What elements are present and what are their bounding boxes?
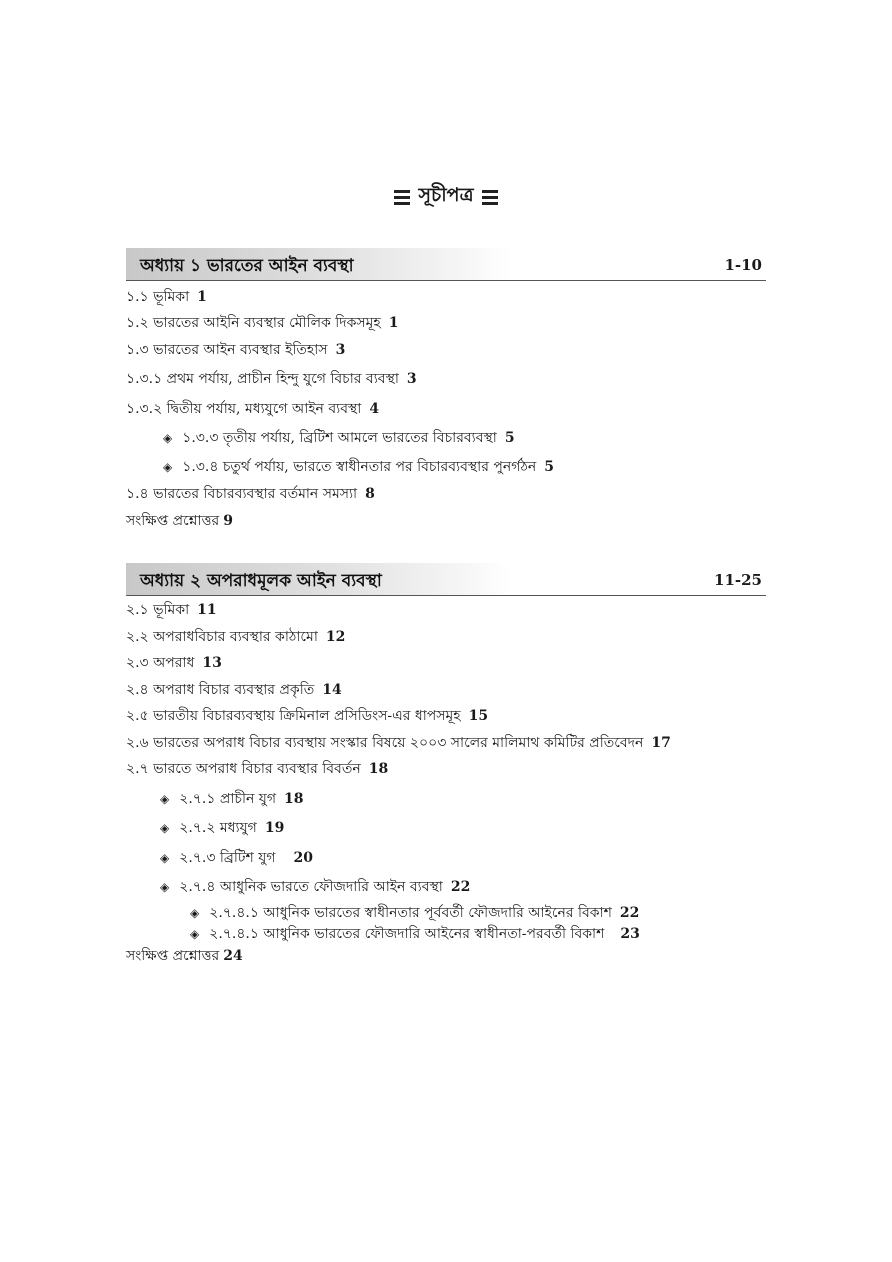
- toc-entry[interactable]: [163, 460, 554, 474]
- toc-entry-page: 13: [202, 655, 222, 671]
- toc-entry[interactable]: [160, 792, 303, 806]
- chapter-1-title: অধ্যায় ১ ভারতের আইন ব্যবস্থা: [140, 256, 354, 276]
- chapter-2-title: অধ্যায় ২ অপরাধমূলক আইন ব্যবস্থা: [140, 571, 382, 591]
- toc-entry[interactable]: [126, 949, 243, 963]
- toc-entry[interactable]: [126, 487, 375, 501]
- chapter-2-page-range: 11-25: [714, 571, 762, 589]
- toc-entry-text: ২.৭.২ মধ্যযুগ: [179, 820, 257, 836]
- toc-entry-text: ২.৭.৪.১ আধুনিক ভারতের ফৌজদারি আইনের স্বাধীনতা-পরবর্তী বিকাশ: [209, 926, 605, 942]
- toc-entry[interactable]: [126, 402, 379, 416]
- toc-entry-page: 22: [619, 905, 640, 921]
- toc-entry-page: 3: [406, 371, 417, 387]
- chapter-1: [126, 248, 766, 281]
- chapter-2-header: [126, 563, 766, 596]
- chapter-2: [126, 563, 766, 596]
- toc-entry-text: ১.৩.৪ চতুর্থ পর্যায়, ভারতে স্বাধীনতার পর বিচারব্যবস্থার পুনর্গঠন: [182, 459, 537, 475]
- toc-entry[interactable]: [160, 821, 284, 835]
- toc-entry-text: ২.৭.৪.১ আধুনিক ভারতের স্বাধীনতার পূর্ববর্তী ফৌজদারি আইনের বিকাশ: [209, 905, 612, 921]
- toc-entry-text: ১.২ ভারতের আইনি ব্যবস্থার মৌলিক দিকসমূহ: [126, 315, 381, 331]
- toc-entry[interactable]: [190, 927, 640, 941]
- toc-entry[interactable]: [126, 290, 207, 304]
- contents-title: [0, 181, 892, 213]
- toc-entry-text: সংক্ষিপ্ত প্রশ্নোত্তর: [126, 948, 220, 964]
- toc-entry-text: ২.৭.১ প্রাচীন যুগ: [179, 791, 276, 807]
- toc-entry-text: ১.৩.২ দ্বিতীয় পর্যায়, মধ্যযুগে আইন ব্যবস্থা: [126, 401, 362, 417]
- toc-entry[interactable]: [126, 343, 345, 357]
- toc-entry[interactable]: [160, 851, 313, 865]
- toc-entry-page: 17: [651, 735, 671, 751]
- arrow-bullet-icon: ◈: [190, 906, 200, 920]
- toc-entry-text: সংক্ষিপ্ত প্রশ্নোত্তর: [126, 513, 220, 529]
- toc-entry[interactable]: [126, 372, 417, 386]
- toc-entry-text: ২.২ অপরাধবিচার ব্যবস্থার কাঠামো: [126, 629, 318, 645]
- toc-entry[interactable]: [126, 683, 342, 697]
- toc-entry[interactable]: [126, 603, 217, 617]
- toc-entry-page: 18: [368, 761, 389, 777]
- arrow-bullet-icon: ◈: [160, 792, 170, 806]
- toc-entry[interactable]: [190, 906, 639, 920]
- toc-entry-text: ২.৭ ভারতে অপরাধ বিচার ব্যবস্থার বিবর্তন: [126, 761, 361, 777]
- toc-entry-page: 18: [284, 791, 304, 807]
- toc-entry[interactable]: [126, 709, 488, 723]
- toc-entry-text: ১.১ ভূমিকা: [126, 289, 190, 305]
- toc-entry-page: 23: [620, 926, 640, 942]
- arrow-bullet-icon: ◈: [160, 821, 170, 835]
- toc-entry-page: 1: [197, 289, 207, 305]
- toc-entry-text: ১.৪ ভারতের বিচারব্যবস্থার বর্তমান সমস্যা: [126, 486, 358, 502]
- toc-entry[interactable]: [160, 880, 470, 894]
- arrow-bullet-icon: ◈: [160, 880, 170, 894]
- toc-entry-text: ১.৩ ভারতের আইন ব্যবস্থার ইতিহাস: [126, 342, 328, 358]
- toc-entry[interactable]: [126, 736, 671, 750]
- toc-entry[interactable]: [126, 656, 222, 670]
- toc-entry-text: ২.৭.৩ ব্রিটিশ যুগ: [179, 850, 276, 866]
- arrow-bullet-icon: ◈: [163, 460, 173, 474]
- toc-entry[interactable]: [126, 316, 399, 330]
- toc-entry-page: 5: [504, 430, 515, 446]
- arrow-bullet-icon: ◈: [163, 431, 173, 445]
- arrow-bullet-icon: ◈: [190, 927, 200, 941]
- toc-entry-page: 19: [264, 820, 285, 836]
- triple-bar-left-icon: [394, 190, 410, 205]
- chapter-1-header: [126, 248, 766, 281]
- toc-entry-page: 24: [223, 948, 243, 964]
- toc-entry[interactable]: [126, 762, 388, 776]
- toc-entry-page: 9: [223, 513, 233, 529]
- toc-entry-page: 15: [468, 708, 489, 724]
- toc-entry-text: ১.৩.১ প্রথম পর্যায়, প্রাচীন হিন্দু যুগে বিচার ব্যবস্থা: [126, 371, 399, 387]
- toc-entry-page: 20: [293, 850, 313, 866]
- toc-entry-page: 14: [322, 682, 342, 698]
- toc-entry-page: 8: [365, 486, 375, 502]
- toc-entry-text: ১.৩.৩ তৃতীয় পর্যায়, ব্রিটিশ আমলে ভারতের বিচারব্যবস্থা: [182, 430, 497, 446]
- toc-entry-text: ২.৩ অপরাধ: [126, 655, 195, 671]
- toc-entry-page: 11: [197, 602, 217, 618]
- toc-entry-page: 1: [388, 315, 399, 331]
- arrow-bullet-icon: ◈: [160, 851, 170, 865]
- chapter-1-page-range: 1-10: [724, 256, 762, 274]
- toc-entry-text: ২.৪ অপরাধ বিচার ব্যবস্থার প্রকৃতি: [126, 682, 315, 698]
- triple-bar-right-icon: [482, 190, 498, 205]
- contents-title-text: সূচীপত্র: [418, 184, 474, 206]
- toc-entry-page: 3: [335, 342, 346, 358]
- toc-entry-text: ২.৬ ভারতের অপরাধ বিচার ব্যবস্থায় সংস্কার বিষয়ে ২০০৩ সালের মালিমাথ কমিটির প্রতিবেদন: [126, 735, 644, 751]
- toc-entry-text: ২.৭.৪ আধুনিক ভারতে ফৌজদারি আইন ব্যবস্থা: [179, 879, 443, 895]
- toc-entry[interactable]: [126, 630, 345, 644]
- toc-entry[interactable]: [163, 431, 515, 445]
- toc-entry-text: ২.১ ভূমিকা: [126, 602, 190, 618]
- toc-entry[interactable]: [126, 514, 233, 528]
- toc-entry-page: 5: [544, 459, 554, 475]
- toc-entry-text: ২.৫ ভারতীয় বিচারব্যবস্থায় ক্রিমিনাল প্রসিডিংস-এর ধাপসমূহ: [126, 708, 461, 724]
- toc-entry-page: 4: [369, 401, 380, 417]
- toc-entry-page: 12: [325, 629, 346, 645]
- toc-entry-page: 22: [450, 879, 471, 895]
